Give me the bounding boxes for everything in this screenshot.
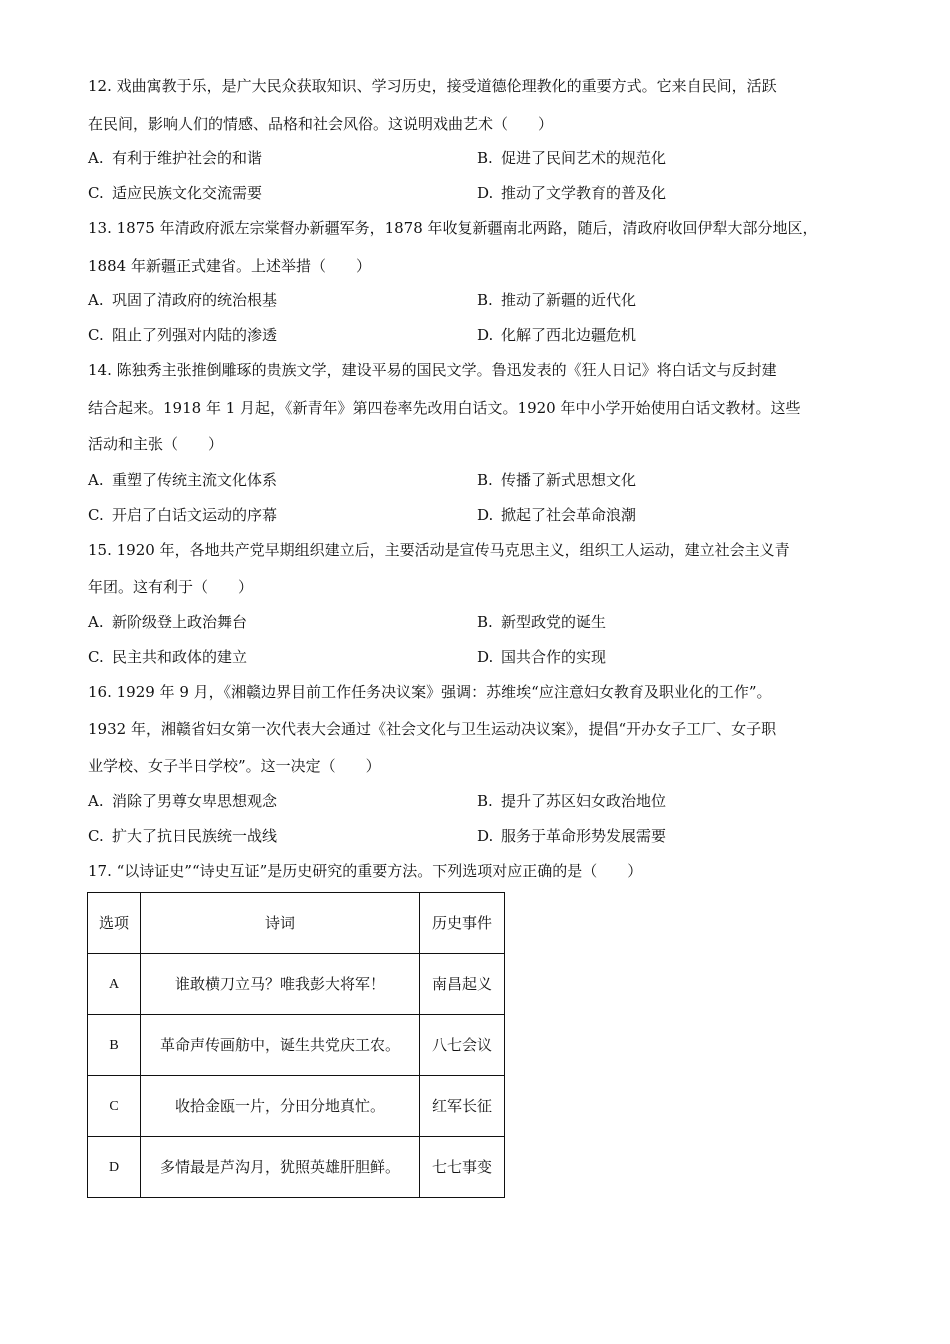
q16-line-1: 16. 1929 年 9 月，《湘赣边界目前工作任务决议案》强调：苏维埃“应注意妇女教育及职业化的工作”。 [88, 683, 772, 701]
q13-option-b[interactable]: B. 推动了新疆的近代化 [477, 291, 637, 309]
q14-option-c[interactable]: C. 开启了白话文运动的序幕 [88, 506, 278, 524]
table-cell-event: 南昌起义 [420, 954, 505, 1015]
q13-line-1: 13. 1875 年清政府派左宗棠督办新疆军务，1878 年收复新疆南北两路，随后，清政府收回伊犁大部分地区， [88, 219, 818, 237]
table-cell-poem: 多情最是芦沟月，犹照英雄肝胆鲜。 [141, 1137, 420, 1198]
q14-option-b[interactable]: B. 传播了新式思想文化 [477, 471, 637, 489]
q14-line-3: 活动和主张（ ） [88, 435, 224, 453]
q16-option-a[interactable]: A. 消除了男尊女卑思想观念 [88, 792, 278, 810]
q12-option-b[interactable]: B. 促进了民间艺术的规范化 [477, 149, 667, 167]
q15-line-2: 年团。这有利于（ ） [88, 578, 254, 596]
q15-option-b[interactable]: B. 新型政党的诞生 [477, 613, 607, 631]
q12-option-a[interactable]: A. 有利于维护社会的和谐 [88, 149, 263, 167]
q16-option-d[interactable]: D. 服务于革命形势发展需要 [477, 827, 667, 845]
q12-line-2: 在民间，影响人们的情感、品格和社会风俗。这说明戏曲艺术（ ） [88, 115, 554, 133]
table-row[interactable] [88, 954, 505, 1015]
table-cell-event: 红军长征 [420, 1076, 505, 1137]
q13-option-d[interactable]: D. 化解了西北边疆危机 [477, 326, 637, 344]
table-cell-option: D [88, 1137, 141, 1198]
q14-option-d[interactable]: D. 掀起了社会革命浪潮 [477, 506, 637, 524]
q13-option-c[interactable]: C. 阻止了列强对内陆的渗透 [88, 326, 278, 344]
table-cell-option: A [88, 954, 141, 1015]
table-cell-option: B [88, 1015, 141, 1076]
table-row[interactable] [88, 1076, 505, 1137]
q14-line-1: 14. 陈独秀主张推倒雕琢的贵族文学，建设平易的国民文学。鲁迅发表的《狂人日记》将白话文与反封建 [88, 361, 777, 379]
q17-table [87, 892, 505, 1198]
table-cell-poem: 革命声传画舫中，诞生共党庆工农。 [141, 1015, 420, 1076]
q14-line-2: 结合起来。1918 年 1 月起，《新青年》第四卷率先改用白话文。1920 年中小学开始使用白话文教材。这些 [88, 399, 801, 417]
table-cell-poem: 收拾金瓯一片，分田分地真忙。 [141, 1076, 420, 1137]
table-header-option: 选项 [88, 893, 141, 954]
table-cell-option: C [88, 1076, 141, 1137]
q14-option-a[interactable]: A. 重塑了传统主流文化体系 [88, 471, 278, 489]
q16-option-b[interactable]: B. 提升了苏区妇女政治地位 [477, 792, 667, 810]
q12-option-d[interactable]: D. 推动了文学教育的普及化 [477, 184, 667, 202]
table-row[interactable] [88, 1015, 505, 1076]
q15-option-c[interactable]: C. 民主共和政体的建立 [88, 648, 248, 666]
q15-option-d[interactable]: D. 国共合作的实现 [477, 648, 607, 666]
q12-option-c[interactable]: C. 适应民族文化交流需要 [88, 184, 263, 202]
table-header-poem: 诗词 [141, 893, 420, 954]
q15-line-1: 15. 1920 年，各地共产党早期组织建立后，主要活动是宣传马克思主义，组织工人运动，建立社会主义青 [88, 541, 790, 559]
q12-line-1: 12. 戏曲寓教于乐，是广大民众获取知识、学习历史，接受道德伦理教化的重要方式。它来自民间，活跃 [88, 77, 777, 95]
q16-line-3: 业学校、女子半日学校”。这一决定（ ） [88, 757, 381, 775]
table-cell-poem: 谁敢横刀立马？唯我彭大将军！ [141, 954, 420, 1015]
q16-line-2: 1932 年，湘赣省妇女第一次代表大会通过《社会文化与卫生运动决议案》，提倡“开办女子工厂、女子职 [88, 720, 777, 738]
q13-line-2: 1884 年新疆正式建省。上述举措（ ） [88, 257, 371, 275]
table-header-row [88, 893, 505, 954]
table-cell-event: 八七会议 [420, 1015, 505, 1076]
q17-line-1: 17. “以诗证史”“诗史互证”是历史研究的重要方法。下列选项对应正确的是（ ） [88, 862, 643, 880]
q15-option-a[interactable]: A. 新阶级登上政治舞台 [88, 613, 248, 631]
q13-option-a[interactable]: A. 巩固了清政府的统治根基 [88, 291, 278, 309]
table-cell-event: 七七事变 [420, 1137, 505, 1198]
table-row[interactable] [88, 1137, 505, 1198]
q16-option-c[interactable]: C. 扩大了抗日民族统一战线 [88, 827, 278, 845]
table-header-event: 历史事件 [420, 893, 505, 954]
